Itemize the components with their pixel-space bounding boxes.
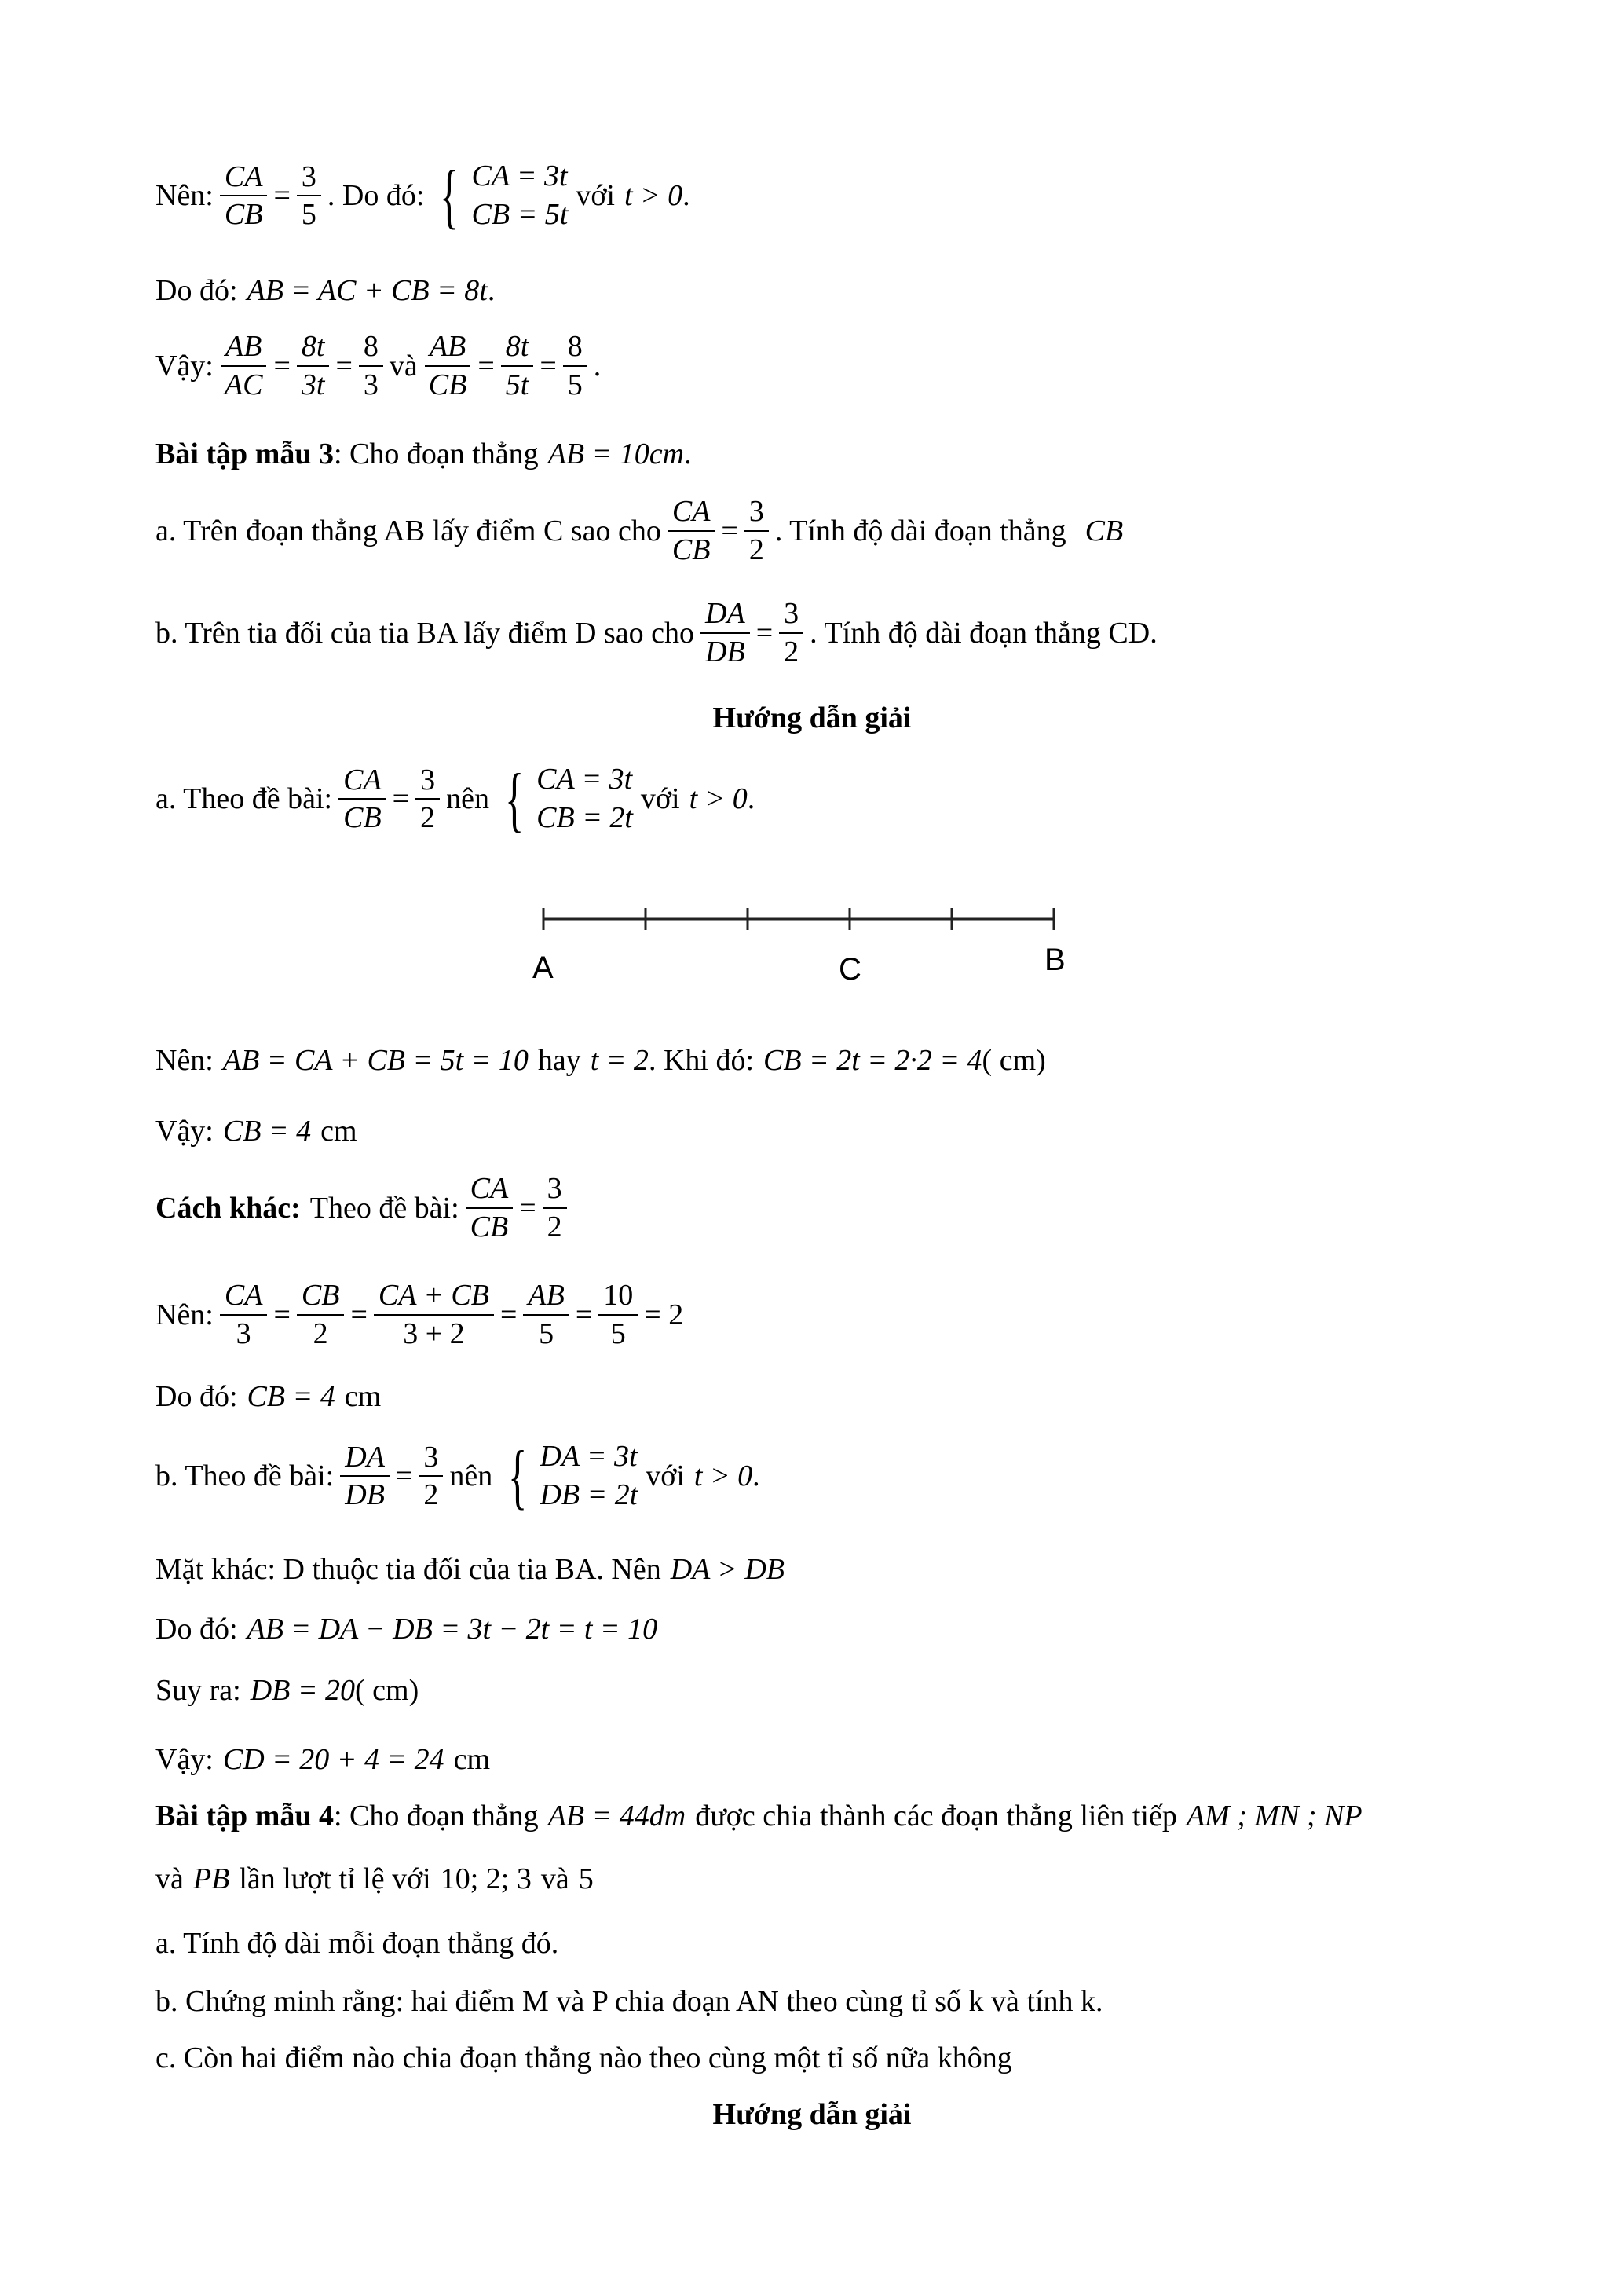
text: . Tính độ dài đoạn thẳng bbox=[774, 514, 1066, 547]
point-label-c: C bbox=[839, 952, 861, 987]
text: Vậy: bbox=[155, 349, 214, 383]
text: nên bbox=[449, 1459, 493, 1493]
equation-system: { CA = 3t CB = 2t bbox=[504, 759, 633, 840]
text: lần lượt tỉ lệ với bbox=[239, 1862, 431, 1895]
text: . Do đó: bbox=[327, 179, 425, 213]
line-3: Vậy: $\frac{AB}{AC}$ = $\frac{8t}{3t}$ = $\frac{8}{3}$ và $\frac{AB}{CB}$ = $\frac{8t}{5t}$ = $\frac{8}{5}$ . bbox=[155, 330, 602, 401]
text: hay bbox=[537, 1044, 581, 1077]
fraction: $\frac{8t}{3t}$ bbox=[297, 330, 330, 401]
text: với bbox=[576, 179, 615, 213]
math: AB = CA + CB = 5t = 10 bbox=[222, 1044, 529, 1077]
math: DB = 20 bbox=[250, 1674, 356, 1707]
line-8 bbox=[155, 1043, 1046, 1078]
line-1 bbox=[155, 157, 690, 235]
math: DA > DB bbox=[670, 1553, 785, 1586]
line-16 bbox=[155, 1673, 419, 1708]
math: CB bbox=[1084, 514, 1124, 547]
math: AB = 10cm bbox=[547, 438, 685, 471]
fraction: $\frac{CA}{CB}$ bbox=[338, 764, 386, 835]
line-4: Bài tập mẫu 3 : Cho đoạn thẳng AB = 10cm . bbox=[155, 438, 692, 471]
line-22: c. Còn hai điểm nào chia đoạn thẳng nào theo cùng một tỉ số nữa không bbox=[155, 2041, 1012, 2074]
fraction: $\frac{CB}{2}$ bbox=[297, 1279, 345, 1350]
exercise-title: Bài tập mẫu 3 bbox=[155, 438, 334, 471]
math: AB = DA − DB = 3t − 2t = t = 10 bbox=[247, 1613, 658, 1646]
line-18 bbox=[155, 1799, 1362, 1833]
fraction: $\frac{AB}{5}$ bbox=[523, 1279, 569, 1350]
text: Vậy: bbox=[155, 1115, 214, 1148]
fraction: $\frac{AB}{AC}$ bbox=[220, 330, 268, 401]
unit: cm bbox=[453, 1743, 491, 1776]
text: được chia thành các đoạn thẳng liên tiếp bbox=[695, 1800, 1177, 1833]
text: Theo đề bài: bbox=[309, 1191, 459, 1225]
text: . bbox=[487, 274, 496, 307]
segment-diagram bbox=[503, 888, 1068, 1005]
math: CB = 4 bbox=[222, 1115, 312, 1148]
text: Nên: bbox=[155, 1298, 214, 1331]
text: Do đó: bbox=[155, 274, 238, 307]
equation-system: { DA = 3t DB = 2t bbox=[508, 1436, 638, 1517]
text: b. Theo đề bài: bbox=[155, 1459, 335, 1493]
text: Nên: bbox=[155, 1044, 214, 1077]
label-bold: Cách khác: bbox=[155, 1191, 301, 1225]
section-heading: Hướng dẫn giải bbox=[712, 701, 912, 734]
line-15 bbox=[155, 1612, 657, 1646]
point-label-a: A bbox=[532, 950, 554, 985]
line-17 bbox=[155, 1742, 490, 1777]
fraction: $\frac{AB}{CB}$ bbox=[424, 330, 472, 401]
text: với bbox=[646, 1459, 685, 1493]
line-7: a. Theo đề bài: $\frac{CA}{CB}$ = $\frac{3}{2}$ nên { CA = 3t CB = 2t với t > 0 . bbox=[155, 759, 755, 840]
point-label-b: B bbox=[1044, 943, 1066, 977]
math: AB = 44dm bbox=[547, 1800, 686, 1833]
unit: cm bbox=[344, 1380, 382, 1413]
text: : Cho đoạn thẳng bbox=[333, 1800, 539, 1833]
text: và bbox=[155, 1862, 184, 1895]
text: a. Trên đoạn thẳng AB lấy điểm C sao cho bbox=[155, 514, 661, 547]
text: Nên: bbox=[155, 179, 214, 213]
line-10: Cách khác: Theo đề bài: $\frac{CA}{CB}$ = $\frac{3}{2}$ bbox=[155, 1172, 573, 1243]
math: CD = 20 + 4 = 24 bbox=[222, 1743, 444, 1776]
line-13: b. Theo đề bài: $\frac{DA}{DB}$ = $\frac{3}{2}$ nên { DA = 3t DB = 2t với t > 0 . bbox=[155, 1436, 760, 1517]
text: Do đó: bbox=[155, 1380, 238, 1413]
text: Mặt khác: D thuộc tia đối của tia BA. Nên bbox=[155, 1553, 661, 1586]
fraction: $\frac{3}{5}$ bbox=[297, 160, 321, 232]
text: với bbox=[640, 782, 680, 816]
text: a. Theo đề bài: bbox=[155, 782, 333, 816]
line-9 bbox=[155, 1114, 357, 1148]
text: . Tính độ dài đoạn thẳng CD. bbox=[810, 616, 1158, 650]
unit: ( cm) bbox=[355, 1674, 419, 1707]
text: và bbox=[389, 349, 418, 383]
line-19 bbox=[155, 1862, 594, 1896]
text: Vậy: bbox=[155, 1743, 214, 1776]
line-14 bbox=[155, 1552, 785, 1587]
exercise-title: Bài tập mẫu 4 bbox=[155, 1800, 334, 1833]
fraction: $\frac{DA}{DB}$ bbox=[340, 1441, 390, 1512]
math: 5 bbox=[578, 1862, 594, 1895]
fraction: $\frac{3}{2}$ bbox=[779, 597, 803, 668]
fraction: $\frac{CA}{CB}$ bbox=[466, 1172, 514, 1243]
math: AM ; MN ; NP bbox=[1186, 1800, 1362, 1833]
fraction: $\frac{3}{2}$ bbox=[744, 495, 769, 566]
math: t = 2 bbox=[590, 1044, 649, 1077]
fraction: $\frac{3}{2}$ bbox=[415, 764, 440, 835]
text: = bbox=[273, 179, 291, 213]
fraction: $\frac{CA}{CB}$ bbox=[220, 160, 268, 232]
section-heading: Hướng dẫn giải bbox=[712, 2098, 912, 2131]
text: Do đó: bbox=[155, 1613, 238, 1646]
unit: cm bbox=[320, 1115, 357, 1148]
fraction: $\frac{8}{3}$ bbox=[359, 330, 383, 401]
math: PB bbox=[192, 1862, 230, 1895]
fraction: $\frac{CA}{3}$ bbox=[220, 1279, 268, 1350]
fraction: $\frac{3}{2}$ bbox=[543, 1172, 567, 1243]
fraction: $\frac{CA + CB}{3 + 2}$ bbox=[374, 1279, 494, 1350]
math: AB = AC + CB = 8t bbox=[247, 274, 488, 307]
line-11: Nên: $\frac{CA}{3}$ = $\frac{CB}{2}$ = $\frac{CA + CB}{3 + 2}$ = $\frac{AB}{5}$ = $\frac{10}{5}$ = 2 bbox=[155, 1279, 684, 1350]
fraction: $\frac{10}{5}$ bbox=[598, 1279, 638, 1350]
math: t > 0 bbox=[624, 179, 683, 213]
math: CB = 4 bbox=[247, 1380, 335, 1413]
line-5: a. Trên đoạn thẳng AB lấy điểm C sao cho $\frac{CA}{CB}$ = $\frac{3}{2}$ . Tính độ dài đoạn thẳng CB bbox=[155, 495, 1124, 566]
fraction: $\frac{DA}{DB}$ bbox=[700, 597, 750, 668]
line-21: b. Chứng minh rằng: hai điểm M và P chia đoạn AN theo cùng tỉ số k và tính k. bbox=[155, 1985, 1103, 2018]
math: t > 0 bbox=[689, 782, 748, 816]
text: . bbox=[682, 179, 690, 213]
text: và bbox=[540, 1862, 569, 1895]
line-20: a. Tính độ dài mỗi đoạn thẳng đó. bbox=[155, 1927, 559, 1960]
fraction: $\frac{3}{2}$ bbox=[419, 1441, 443, 1512]
math: 10; 2; 3 bbox=[440, 1862, 532, 1895]
math: CB = 2t = 2·2 = 4 bbox=[763, 1044, 982, 1077]
text: nên bbox=[446, 782, 489, 816]
text: : Cho đoạn thẳng bbox=[333, 438, 539, 471]
fraction: $\frac{8t}{5t}$ bbox=[501, 330, 534, 401]
fraction: $\frac{CA}{CB}$ bbox=[668, 495, 715, 566]
text: Suy ra: bbox=[155, 1674, 241, 1707]
segment-acb bbox=[503, 888, 1068, 998]
line-6: b. Trên tia đối của tia BA lấy điểm D sao cho $\frac{DA}{DB}$ = $\frac{3}{2}$ . Tính độ dài đoạn thẳng CD. bbox=[155, 597, 1158, 668]
equation-system: { CA = 3t CB = 5t bbox=[440, 156, 569, 236]
text: . Khi đó: bbox=[648, 1044, 754, 1077]
text: b. Trên tia đối của tia BA lấy điểm D sao cho bbox=[155, 616, 695, 650]
unit: ( cm) bbox=[982, 1044, 1046, 1077]
line-12 bbox=[155, 1379, 381, 1414]
math: t > 0 bbox=[693, 1459, 753, 1493]
fraction: $\frac{8}{5}$ bbox=[563, 330, 587, 401]
line-2 bbox=[155, 273, 495, 308]
